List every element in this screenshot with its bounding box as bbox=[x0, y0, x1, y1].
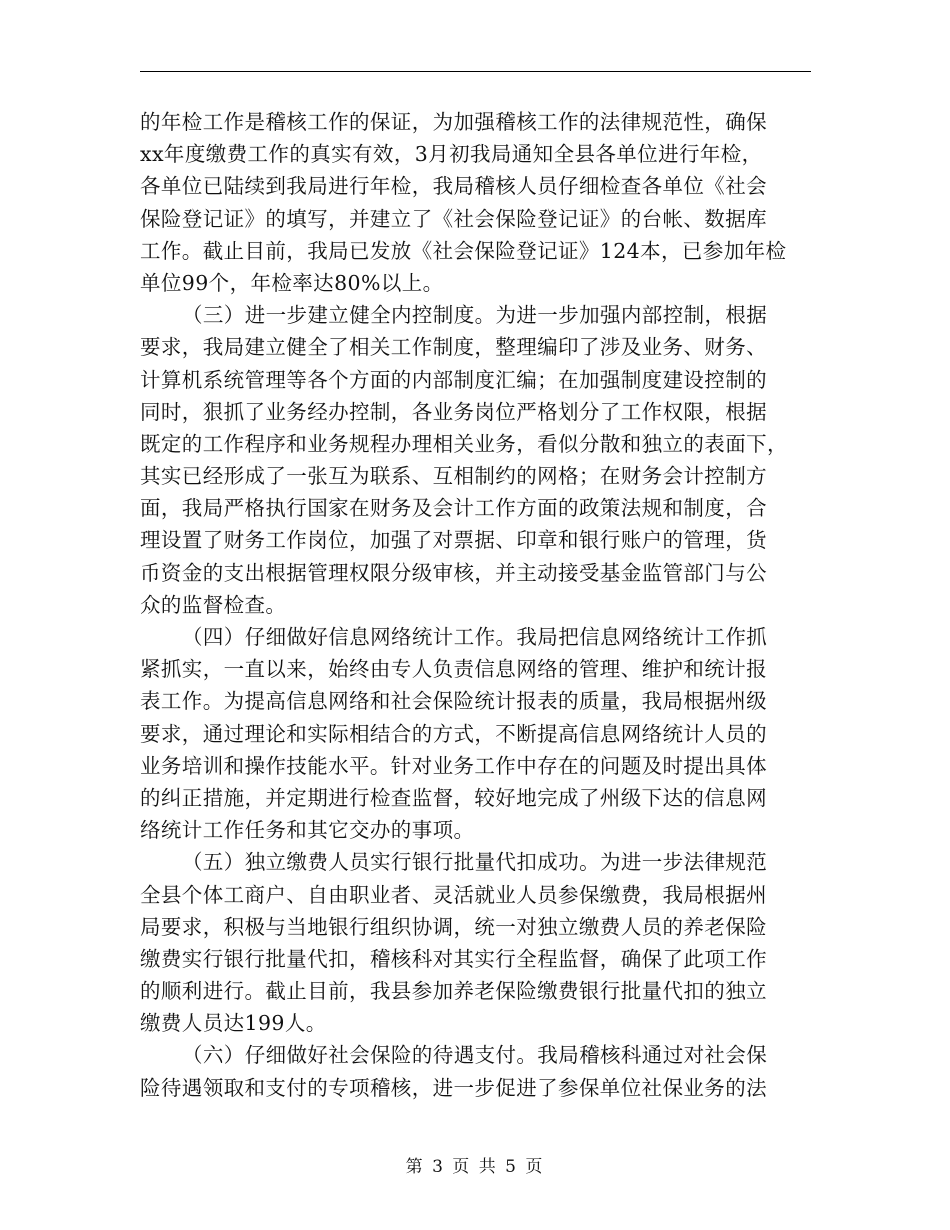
text-line: 表工作。为提高信息网络和社会保险统计报表的质量，我局根据州级 bbox=[140, 689, 767, 714]
text-line: 单位99个，年检率达80%以上。 bbox=[140, 270, 444, 295]
text-line: 缴费实行银行批量代扣，稽核科对其实行全程监督，确保了此项工作 bbox=[140, 946, 767, 971]
text-line: 既定的工作程序和业务规程办理相关业务，看似分散和独立的表面下， bbox=[140, 431, 788, 456]
text-line: 理设置了财务工作岗位，加强了对票据、印章和银行账户的管理，货 bbox=[140, 528, 767, 553]
text-line: 面，我局严格执行国家在财务及会计工作方面的政策法规和制度，合 bbox=[140, 496, 767, 521]
text-line: 险待遇领取和支付的专项稽核，进一步促进了参保单位社保业务的法 bbox=[140, 1075, 767, 1100]
text-line: 要求，通过理论和实际相结合的方式，不断提高信息网络统计人员的 bbox=[140, 721, 767, 746]
text-line: 局要求，积极与当地银行组织协调，统一对独立缴费人员的养老保险 bbox=[140, 914, 767, 939]
text-line: xx年度缴费工作的真实有效，3月初我局通知全县各单位进行年检， bbox=[140, 142, 763, 167]
text-line: 全县个体工商户、自由职业者、灵活就业人员参保缴费，我局根据州 bbox=[140, 882, 767, 907]
text-line: 各单位已陆续到我局进行年检，我局稽核人员仔细检查各单位《社会 bbox=[140, 174, 767, 199]
document-body bbox=[140, 106, 811, 1104]
paragraph-heading-line: （四）仔细做好信息网络统计工作。我局把信息网络统计工作抓 bbox=[182, 625, 768, 649]
text-line: 缴费人员达199人。 bbox=[140, 1011, 327, 1036]
text-line: 业务培训和操作技能水平。针对业务工作中存在的问题及时提出具体 bbox=[140, 753, 767, 778]
text-line: 的顺利进行。截止目前，我县参加养老保险缴费银行批量代扣的独立 bbox=[140, 979, 767, 1004]
paragraph-heading-line: （六）仔细做好社会保险的待遇支付。我局稽核科通过对社会保 bbox=[182, 1043, 768, 1068]
text-line: 同时，狠抓了业务经办控制，各业务岗位严格划分了工作权限，根据 bbox=[140, 399, 767, 424]
text-line: 工作。截止目前，我局已发放《社会保险登记证》124本，已参加年检 bbox=[140, 238, 787, 263]
text-line: 络统计工作任务和其它交办的事项。 bbox=[140, 818, 475, 843]
text-line: 的纠正措施，并定期进行检查监督，较好地完成了州级下达的信息网 bbox=[140, 785, 767, 810]
page-number-footer: 第 3 页 共 5 页 bbox=[405, 1157, 545, 1177]
paragraph-heading-line: （三）进一步建立健全内控制度。为进一步加强内部控制，根据 bbox=[182, 303, 768, 328]
paragraph-heading-line: （五）独立缴费人员实行银行批量代扣成功。为进一步法律规范 bbox=[182, 850, 768, 875]
text-line: 币资金的支出根据管理权限分级审核，并主动接受基金监管部门与公 bbox=[140, 560, 767, 585]
text-line: 众的监督检查。 bbox=[140, 592, 287, 617]
text-line: 计算机系统管理等各个方面的内部制度汇编；在加强制度建设控制的 bbox=[140, 367, 767, 392]
text-line: 紧抓实，一直以来，始终由专人负责信息网络的管理、维护和统计报 bbox=[140, 657, 767, 682]
text-line: 要求，我局建立健全了相关工作制度，整理编印了涉及业务、财务、 bbox=[140, 335, 767, 360]
text-line: 其实已经形成了一张互为联系、互相制约的网格；在财务会计控制方 bbox=[140, 464, 767, 489]
text-line: 保险登记证》的填写，并建立了《社会保险登记证》的台帐、数据库 bbox=[140, 206, 767, 231]
header-rule bbox=[140, 71, 811, 72]
text-line: 的年检工作是稽核工作的保证，为加强稽核工作的法律规范性，确保 bbox=[140, 110, 767, 134]
